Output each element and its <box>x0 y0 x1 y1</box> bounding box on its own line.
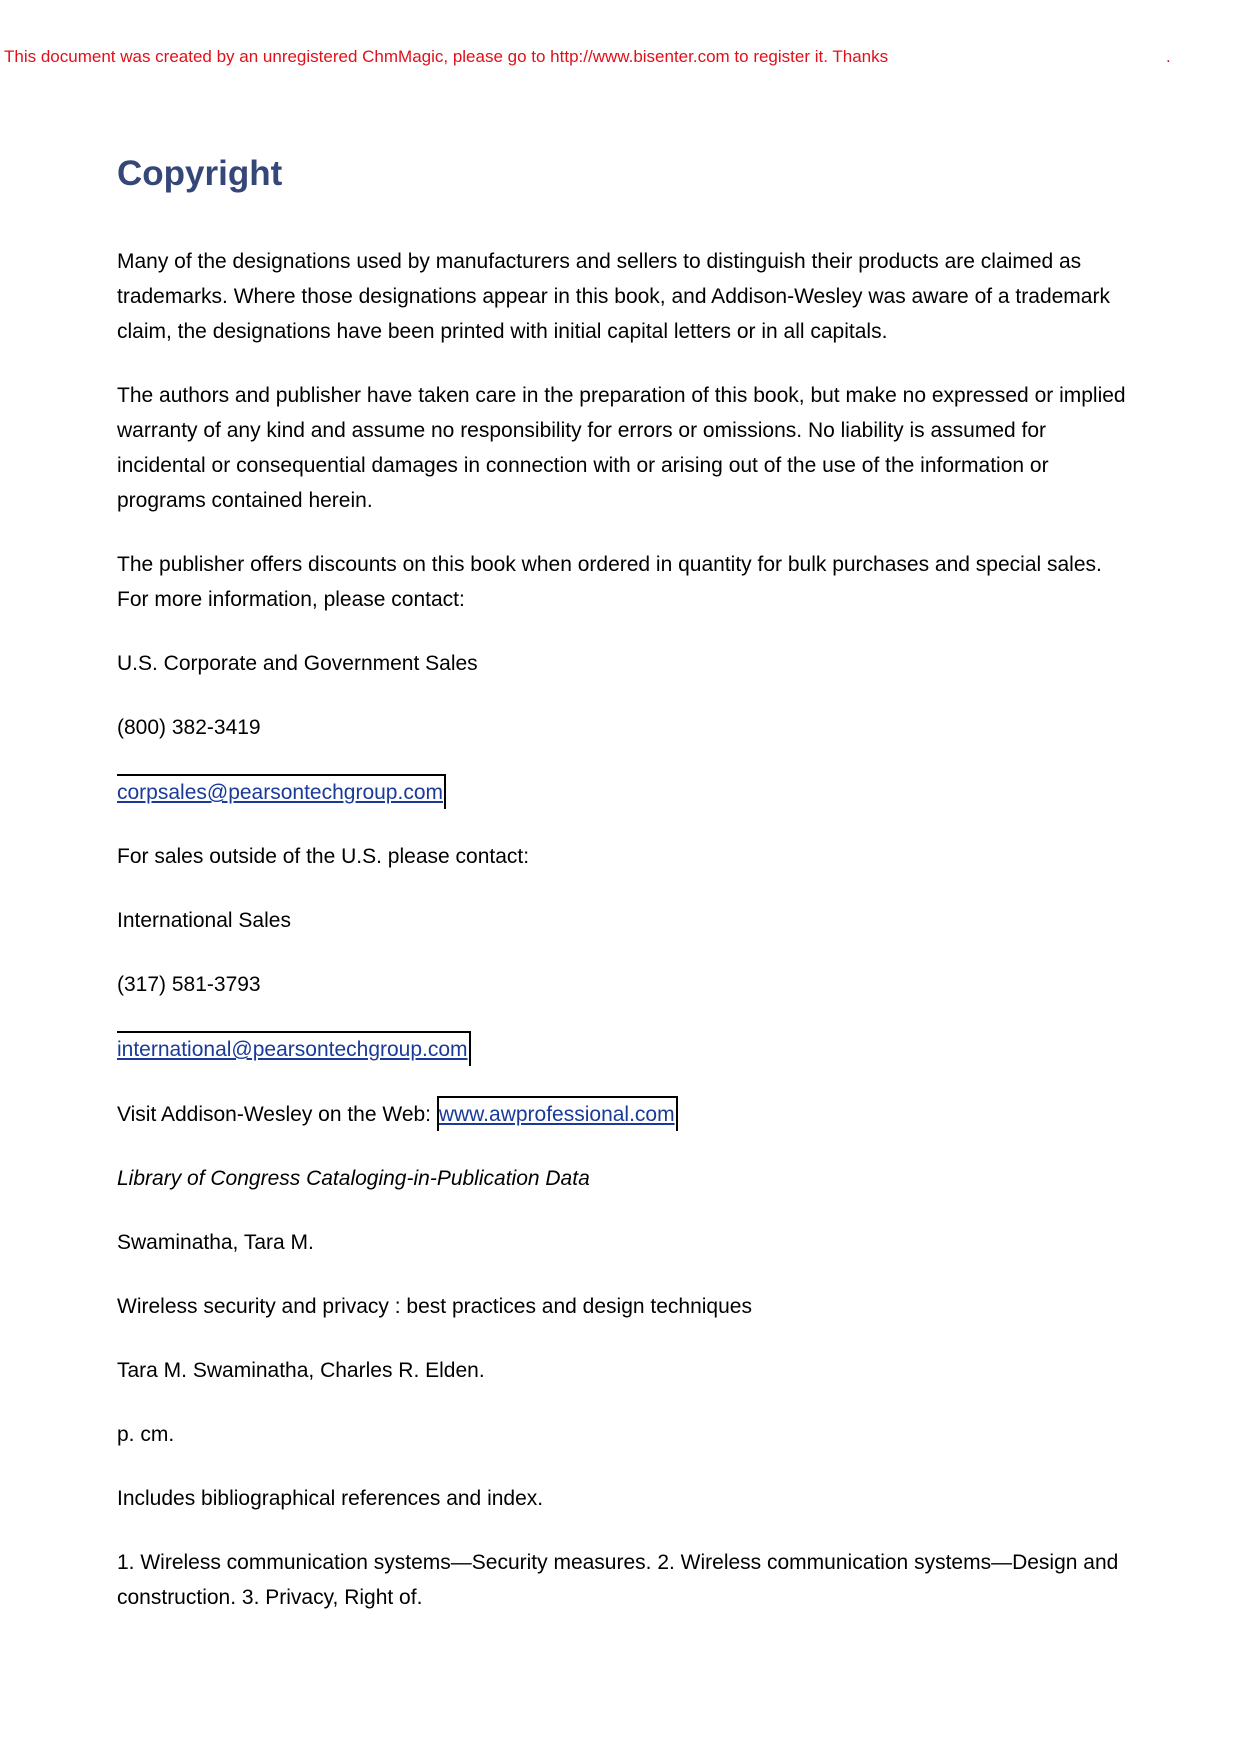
warranty-paragraph: The authors and publisher have taken care in the preparation of this book, but make no expressed or implied warranty of any kind and assume no responsibility for errors or omissions. No liability is assumed for incidental or consequential damages in connection with or arising out of the use of the information or programs contained herein. <box>117 384 1126 512</box>
discounts-paragraph: The publisher offers discounts on this book when ordered in quantity for bulk purchases and special sales. For more information, please contact: <box>117 553 1102 611</box>
unregistered-banner: This document was created by an unregistered ChmMagic, please go to http://www.bisenter.com to register it. Thanks <box>4 47 889 66</box>
copyright-page <box>117 148 1127 1644</box>
intl-sales-intro: For sales outside of the U.S. please contact: <box>117 845 530 868</box>
cip-heading: Library of Congress Cataloging-in-Publication Data <box>117 1167 590 1190</box>
cip-subjects: 1. Wireless communication systems—Security measures. 2. Wireless communication systems—Design and construction. 3. Privacy, Right of. <box>117 1551 1119 1609</box>
us-sales-email-link[interactable]: corpsales@pearsontechgroup.com <box>117 774 446 809</box>
page-title: Copyright <box>117 154 283 193</box>
cip-includes: Includes bibliographical references and index. <box>117 1487 544 1510</box>
banner-dot: . <box>1166 47 1171 66</box>
intl-sales-label: International Sales <box>117 909 291 932</box>
us-sales-label: U.S. Corporate and Government Sales <box>117 652 478 675</box>
web-prefix: Visit Addison-Wesley on the Web: <box>117 1103 437 1126</box>
cip-format: p. cm. <box>117 1423 175 1446</box>
cip-title: Wireless security and privacy : best practices and design techniques <box>117 1295 752 1318</box>
intl-sales-email-row <box>117 1031 1127 1067</box>
us-sales-phone: (800) 382-3419 <box>117 716 261 739</box>
us-sales-email-row <box>117 774 1127 810</box>
cip-authors: Tara M. Swaminatha, Charles R. Elden. <box>117 1359 485 1382</box>
intl-sales-email-link[interactable]: international@pearsontechgroup.com <box>117 1031 471 1066</box>
web-url-link[interactable]: www.awprofessional.com <box>437 1096 678 1131</box>
web-row <box>117 1096 1127 1132</box>
trademarks-paragraph: Many of the designations used by manufacturers and sellers to distinguish their products are claimed as trademarks. Where those designations appear in this book, and Addison-Wesley was aware of a trademark claim, the designations have been printed with initial capital letters or in all capitals. <box>117 250 1110 343</box>
intl-sales-phone: (317) 581-3793 <box>117 973 261 996</box>
cip-author: Swaminatha, Tara M. <box>117 1231 314 1254</box>
